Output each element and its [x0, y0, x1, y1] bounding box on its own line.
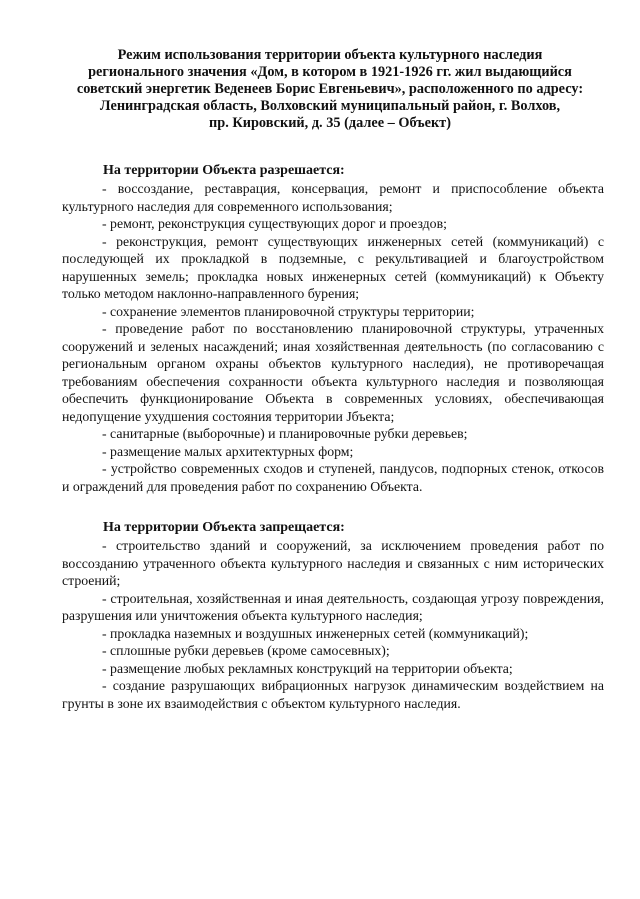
forbidden-list [62, 537, 604, 712]
list-item: - размещение любых рекламных конструкций на территории объекта; [102, 660, 513, 676]
list-item: - санитарные (выборочные) и планировочные рубки деревьев; [102, 426, 468, 441]
list-item: - ремонт, реконструкция существующих дорог и проездов; [102, 216, 447, 231]
list-item: - реконструкция, ремонт существующих инженерных сетей (коммуникаций) с последующей их прокладкой в подземные, с рекультивацией и благоустройством нарушенных земель; прокладка новых инженерных сетей (коммуникаций) к Объекту только методом наклонно-направленного бурения; [62, 233, 604, 301]
list-item: - прокладка наземных и воздушных инженерных сетей (коммуникаций); [102, 625, 529, 641]
title-line: Ленинградская область, Волховский муниципальный район, г. Волхов, [99, 98, 561, 114]
list-item: - сохранение элементов планировочной структуры территории; [102, 303, 475, 319]
title-line: советский энергетик Веденеев Борис Евгеньевич», расположенного по адресу: [76, 81, 584, 97]
list-item: - проведение работ по восстановлению планировочной структуры, утраченных сооружений и зеленых насаждений; иная хозяйственная деятельность (по согласованию с региональным органом охраны объектов культурного наследия), не противоречащая требованиям обеспечения сохранности объекта культурного наследия и позволяющая обеспечить функционирование Объекта в современных условиях, обеспечивающая недопущение ухудшения состояния территории Jбъекта; [62, 321, 604, 424]
list-item: - создание разрушающих вибрационных нагрузок динамическим воздействием на грунты в зоне их взаимодействия с объектом культурного наследия. [62, 678, 604, 711]
allowed-heading: На территории Объекта разрешается: [103, 163, 345, 178]
title-line: пр. Кировский, д. 35 (далее – Объект) [209, 115, 451, 131]
list-item: - устройство современных сходов и ступеней, пандусов, подпорных стенок, откосов и ограждений для проведения работ по сохранению Объекта. [62, 461, 604, 494]
list-item: - сплошные рубки деревьев (кроме самосевных); [102, 643, 390, 658]
title-line: Режим использования территории объекта культурного наследия [117, 47, 543, 63]
list-item: - размещение малых архитектурных форм; [102, 443, 354, 459]
allowed-list [62, 180, 604, 495]
forbidden-heading: На территории Объекта запрещается: [103, 520, 345, 535]
list-item: - строительство зданий и сооружений, за исключением проведения работ по воссозданию утраченного объекта культурного наследия и связанных с ним исторических строений; [62, 538, 604, 588]
list-item: - строительная, хозяйственная и иная деятельность, создающая угрозу повреждения, разрушения или уничтожения объекта культурного наследия; [62, 590, 604, 623]
title-line: регионального значения «Дом, в котором в 1921-1926 гг. жил выдающийся [88, 64, 572, 80]
list-item: - воссоздание, реставрация, консервация, ремонт и приспособление объекта культурного наследия для современного использования; [62, 181, 604, 214]
document-title [60, 47, 600, 132]
